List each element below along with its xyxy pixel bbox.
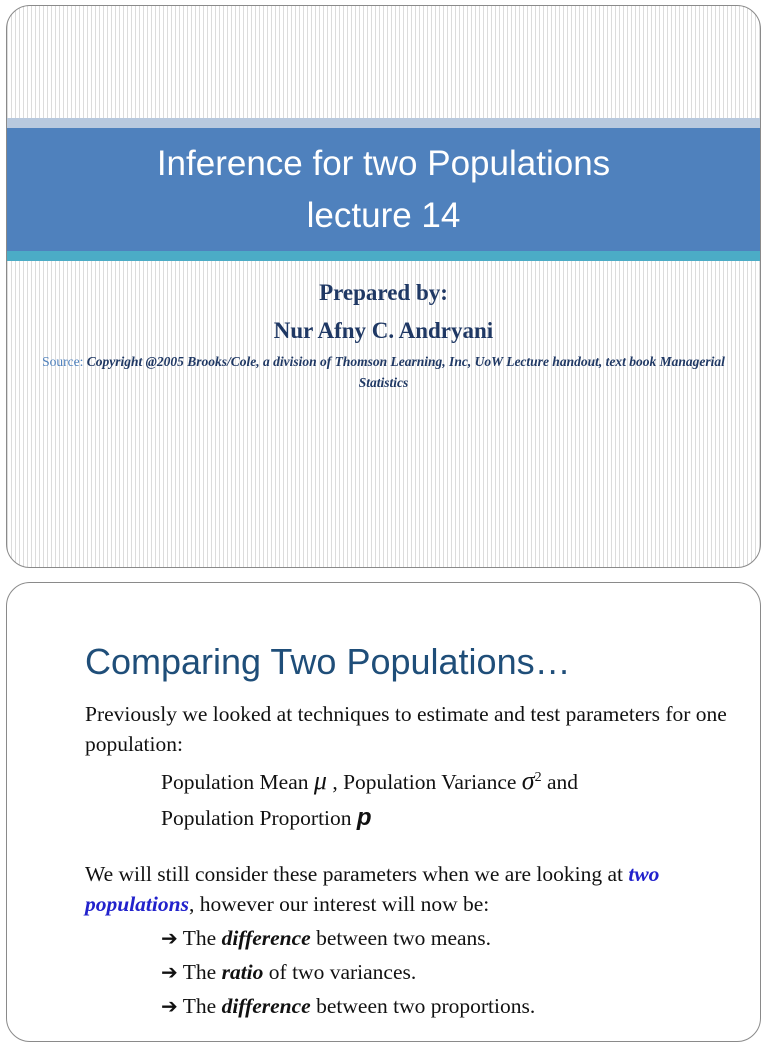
two-populations-paragraph [85, 859, 745, 919]
title-band-bottom-stripe [7, 251, 760, 261]
bullet1-emphasis: difference [221, 926, 311, 951]
bullet2-post: of two variances. [268, 960, 417, 985]
still-consider-text: We will still consider these parameters when we are looking at [85, 862, 623, 887]
population-variance-label: , Population Variance [332, 770, 517, 795]
content-slide [6, 582, 761, 1042]
title-slide [6, 5, 761, 568]
arrow-icon: ➔ [161, 960, 178, 985]
bullet2-pre: The [182, 960, 217, 985]
sigma-exponent: 2 [534, 770, 542, 785]
parameters-line [85, 763, 745, 797]
however-text: , however our interest will now be: [188, 892, 490, 917]
bullet3-emphasis: difference [221, 994, 311, 1019]
title-band-top-stripe [7, 118, 760, 128]
sigma-symbol: σ [521, 766, 535, 796]
slide-heading: Comparing Two Populations… [85, 641, 571, 682]
prepared-by-label: Prepared by: [319, 280, 448, 305]
bullet3-post: between two proportions. [316, 994, 536, 1019]
slide-body [85, 699, 745, 1021]
population-proportion-label: Population Proportion [161, 806, 352, 831]
proportion-line [85, 803, 745, 833]
bullet1-pre: The [182, 926, 217, 951]
bullet-item-difference-proportions [85, 991, 745, 1021]
bullet-item-difference-means [85, 923, 745, 953]
bullet2-emphasis: ratio [221, 960, 264, 985]
two-populations-emphasis: two populations [85, 862, 660, 917]
slide-title-line2: lecture 14 [306, 195, 461, 235]
population-mean-label: Population Mean [161, 770, 309, 795]
bullet-item-ratio-variances [85, 957, 745, 987]
and-text: and [547, 770, 579, 795]
p-symbol: p [356, 804, 372, 832]
source-label: Source: [42, 354, 84, 369]
source-citation [35, 351, 732, 393]
source-text: Copyright @2005 Brooks/Cole, a division of Thomson Learning, Inc, UoW Lecture handout, text book Managerial Statistics [86, 354, 725, 390]
arrow-icon: ➔ [161, 994, 178, 1019]
slide-title-line1: Inference for two Populations [156, 143, 611, 183]
author-name: Nur Afny C. Andryani [273, 318, 494, 343]
title-band [7, 128, 760, 251]
arrow-icon: ➔ [161, 926, 178, 951]
prepared-block [7, 274, 760, 350]
mu-symbol: μ [313, 766, 327, 796]
bullet3-pre: The [182, 994, 217, 1019]
bullet1-post: between two means. [316, 926, 492, 951]
intro-paragraph: Previously we looked at techniques to estimate and test parameters for one population: [85, 702, 727, 756]
